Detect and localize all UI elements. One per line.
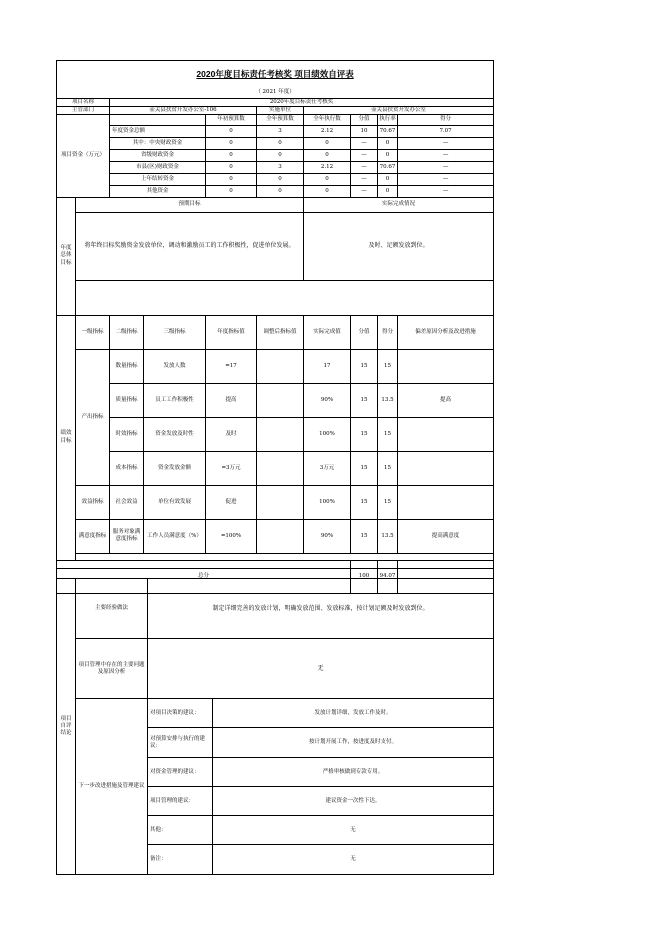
ind-l3: 单位有效发展 xyxy=(144,485,206,519)
funds-header-annual: 全年预算数 xyxy=(257,114,304,125)
funds-cell: 0 xyxy=(304,185,351,197)
ind-adjusted xyxy=(257,485,304,519)
indicators-spacer xyxy=(76,553,494,560)
funds-cell: 0 xyxy=(378,149,398,161)
funds-cell: 2.12 xyxy=(304,161,351,173)
suggestion-text: 严格审核做到专款专用。 xyxy=(213,758,494,787)
funds-row-label-4: 上年结转资金 xyxy=(110,173,206,185)
ind-target: =17 xyxy=(206,349,257,383)
suggestion-text: 无 xyxy=(213,845,494,875)
funds-cell: — xyxy=(398,161,494,173)
ind-note: 提高 xyxy=(398,383,494,417)
suggestion-text: 按计划开展工作，按进度及时支付。 xyxy=(213,728,494,758)
goals-spacer xyxy=(76,280,494,315)
ind-score: 15 xyxy=(351,519,378,553)
suggestion-label: 对预算安排与执行的建议： xyxy=(148,728,213,758)
indicator-row xyxy=(57,349,494,383)
funds-row xyxy=(57,125,494,137)
ind-target: 及时 xyxy=(206,417,257,451)
conclusion-table xyxy=(56,578,494,875)
ind-header-l2: 二级指标 xyxy=(110,315,144,349)
funds-cell: — xyxy=(351,149,378,161)
funds-cell: — xyxy=(398,173,494,185)
funds-row-label: 项目资金（万元） xyxy=(57,114,110,197)
funds-row-label-0: 年度资金总额 xyxy=(110,125,206,137)
ind-note xyxy=(398,417,494,451)
dept-value: 壶关县扶贫开发办公室-106 xyxy=(110,106,257,114)
ind-got: 13.5 xyxy=(378,519,398,553)
ind-adjusted xyxy=(257,383,304,417)
ind-score: 15 xyxy=(351,383,378,417)
suggestion-text: 发放计划详细，发放工作及时。 xyxy=(213,699,494,728)
ind-score: 15 xyxy=(351,451,378,485)
funds-cell: 70.67 xyxy=(378,161,398,173)
ind-adjusted xyxy=(257,349,304,383)
funds-cell: — xyxy=(398,185,494,197)
funds-row-label-1: 其中：中央财政资金 xyxy=(110,137,206,149)
funds-cell: 0 xyxy=(206,185,257,197)
total-score: 100 xyxy=(351,560,378,593)
ind-score: 15 xyxy=(351,417,378,451)
suggestion-text: 建议资金一次性下达。 xyxy=(213,787,494,816)
goals-expected-label: 预期目标 xyxy=(76,197,304,212)
ind-got: 15 xyxy=(378,451,398,485)
indicator-row xyxy=(57,383,494,417)
benefit-label: 效益指标 xyxy=(76,485,110,519)
funds-cell: 0 xyxy=(304,173,351,185)
funds-cell: 0 xyxy=(304,149,351,161)
funds-cell: 2.12 xyxy=(304,125,351,137)
funds-cell: 0 xyxy=(257,173,304,185)
funds-row xyxy=(57,137,494,149)
next-label: 下一步改进措施及管理建议 xyxy=(76,699,148,875)
ind-header-l1: 一级指标 xyxy=(76,315,110,349)
ind-actual: 90% xyxy=(304,519,351,553)
suggestion-label: 其他： xyxy=(148,816,213,845)
output-label: 产出指标 xyxy=(76,349,110,485)
funds-row xyxy=(57,149,494,161)
ind-note xyxy=(398,349,494,383)
funds-cell: 3 xyxy=(257,161,304,173)
ind-target: 促进 xyxy=(206,485,257,519)
ind-actual: 100% xyxy=(304,417,351,451)
ind-l3: 工作人员满意度（%） xyxy=(144,519,206,553)
ind-header-actual: 实际完成值 xyxy=(304,315,351,349)
ind-header-score: 分值 xyxy=(351,315,378,349)
ind-l2: 社会效益 xyxy=(110,485,144,519)
funds-header-initial: 年初预算数 xyxy=(206,114,257,125)
dept-label: 主管部门 xyxy=(57,106,110,114)
funds-cell: 0 xyxy=(257,185,304,197)
indicator-row xyxy=(57,417,494,451)
funds-cell: 0 xyxy=(378,185,398,197)
satisfaction-label: 满意度指标 xyxy=(76,519,110,553)
ind-score: 15 xyxy=(351,349,378,383)
ind-note xyxy=(398,485,494,519)
ind-l3: 发放人数 xyxy=(144,349,206,383)
ind-got: 13.5 xyxy=(378,383,398,417)
problem-label: 项目管理中存在的主要问题及原因分析 xyxy=(76,639,148,699)
ind-score: 15 xyxy=(351,485,378,519)
funds-header-executed: 全年执行数 xyxy=(304,114,351,125)
indicator-row xyxy=(57,519,494,553)
indicator-row xyxy=(57,451,494,485)
ind-note xyxy=(398,451,494,485)
funds-cell: 0 xyxy=(257,149,304,161)
funds-cell: — xyxy=(398,149,494,161)
funds-cell: — xyxy=(351,173,378,185)
funds-row-label-5: 其他资金 xyxy=(110,185,206,197)
suggestion-label: 项目管理的建议： xyxy=(148,787,213,816)
total-label: 总分 xyxy=(57,560,351,593)
suggestion-label: 备注： xyxy=(148,845,213,875)
funds-cell: 0 xyxy=(257,137,304,149)
ind-header-target: 年度指标值 xyxy=(206,315,257,349)
ind-l3: 资金发放金额 xyxy=(144,451,206,485)
ind-target: =100% xyxy=(206,519,257,553)
funds-cell: 0 xyxy=(304,137,351,149)
conclusion-side-label: 项目自评结论 xyxy=(57,579,76,875)
ind-l2: 成本指标 xyxy=(110,451,144,485)
funds-cell: — xyxy=(351,137,378,149)
funds-header-got: 得分 xyxy=(398,114,494,125)
ind-header-note: 偏差原因分析及改进措施 xyxy=(398,315,494,349)
unit-value: 壶关县扶贫开发办公室 xyxy=(304,106,494,114)
project-name-label: 项目名称 xyxy=(57,98,110,106)
funds-row-label-2: 省级财政资金 xyxy=(110,149,206,161)
ind-got: 15 xyxy=(378,485,398,519)
funds-cell: 3 xyxy=(257,125,304,137)
ind-l2: 质量指标 xyxy=(110,383,144,417)
year-line: （ 2021 年度） xyxy=(255,89,295,96)
funds-header-score: 分值 xyxy=(351,114,378,125)
funds-cell: — xyxy=(351,185,378,197)
ind-adjusted xyxy=(257,519,304,553)
ind-actual: 90% xyxy=(304,383,351,417)
funds-cell: 0 xyxy=(206,149,257,161)
indicators-side-label: 绩效目标 xyxy=(57,315,76,560)
funds-cell: 0 xyxy=(206,173,257,185)
ind-target: =3万元 xyxy=(206,451,257,485)
funds-cell: 0 xyxy=(206,137,257,149)
evaluation-table xyxy=(56,60,494,594)
problem-text: 无 xyxy=(148,639,494,699)
ind-l2: 数量指标 xyxy=(110,349,144,383)
goals-actual-text: 及时、足额发放到位。 xyxy=(304,212,494,280)
funds-cell: 10 xyxy=(351,125,378,137)
funds-header-rate: 执行率 xyxy=(378,114,398,125)
suggestion-text: 无 xyxy=(213,816,494,845)
ind-adjusted xyxy=(257,451,304,485)
funds-row xyxy=(57,173,494,185)
funds-row xyxy=(57,185,494,197)
ind-adjusted xyxy=(257,417,304,451)
ind-header-l3: 三级指标 xyxy=(144,315,206,349)
funds-cell: 0 xyxy=(206,125,257,137)
funds-cell: 7.07 xyxy=(398,125,494,137)
page-title: 2020年度目标责任考核奖 项目绩效自评表 xyxy=(196,68,354,79)
ind-header-got: 得分 xyxy=(378,315,398,349)
ind-got: 15 xyxy=(378,417,398,451)
suggestion-label: 对项目决策的建议： xyxy=(148,699,213,728)
funds-cell: 0 xyxy=(378,173,398,185)
goals-actual-label: 实际完成情况 xyxy=(304,197,494,212)
ind-note: 提高满意度 xyxy=(398,519,494,553)
funds-cell: 70.67 xyxy=(378,125,398,137)
funds-cell: — xyxy=(398,137,494,149)
funds-cell: — xyxy=(351,161,378,173)
ind-actual: 3万元 xyxy=(304,451,351,485)
funds-row xyxy=(57,161,494,173)
method-text: 制定详细完善的发放计划，明确发放范围、发放标准，按计划足额及时发放到位。 xyxy=(148,579,494,639)
funds-row-label-3: 市县(区)财政资金 xyxy=(110,161,206,173)
funds-cell: 0 xyxy=(378,137,398,149)
funds-cell: 0 xyxy=(206,161,257,173)
ind-l3: 员工工作积极性 xyxy=(144,383,206,417)
project-name-value: 2020年度目标责任考核奖 xyxy=(110,98,494,106)
ind-actual: 17 xyxy=(304,349,351,383)
ind-got: 15 xyxy=(378,349,398,383)
method-label: 主要经验做法 xyxy=(76,579,148,639)
indicator-row xyxy=(57,485,494,519)
ind-l2: 服务对象满意度指标 xyxy=(110,519,144,553)
ind-header-adjusted: 调整后指标值 xyxy=(257,315,304,349)
suggestion-row xyxy=(57,699,494,728)
goals-side-label: 年度总体目标 xyxy=(57,197,76,315)
ind-l3: 资金发放及时性 xyxy=(144,417,206,451)
ind-actual: 100% xyxy=(304,485,351,519)
unit-label: 实施单位 xyxy=(257,106,304,114)
ind-target: 提高 xyxy=(206,383,257,417)
total-got: 94.07 xyxy=(378,560,398,593)
suggestion-label: 对资金管理的建议： xyxy=(148,758,213,787)
goals-expected-text: 将年终目标奖励资金发放单位，调动和激励员工的工作积极性，促进单位发展。 xyxy=(76,212,304,280)
ind-l2: 时效指标 xyxy=(110,417,144,451)
funds-header-blank xyxy=(110,114,206,125)
